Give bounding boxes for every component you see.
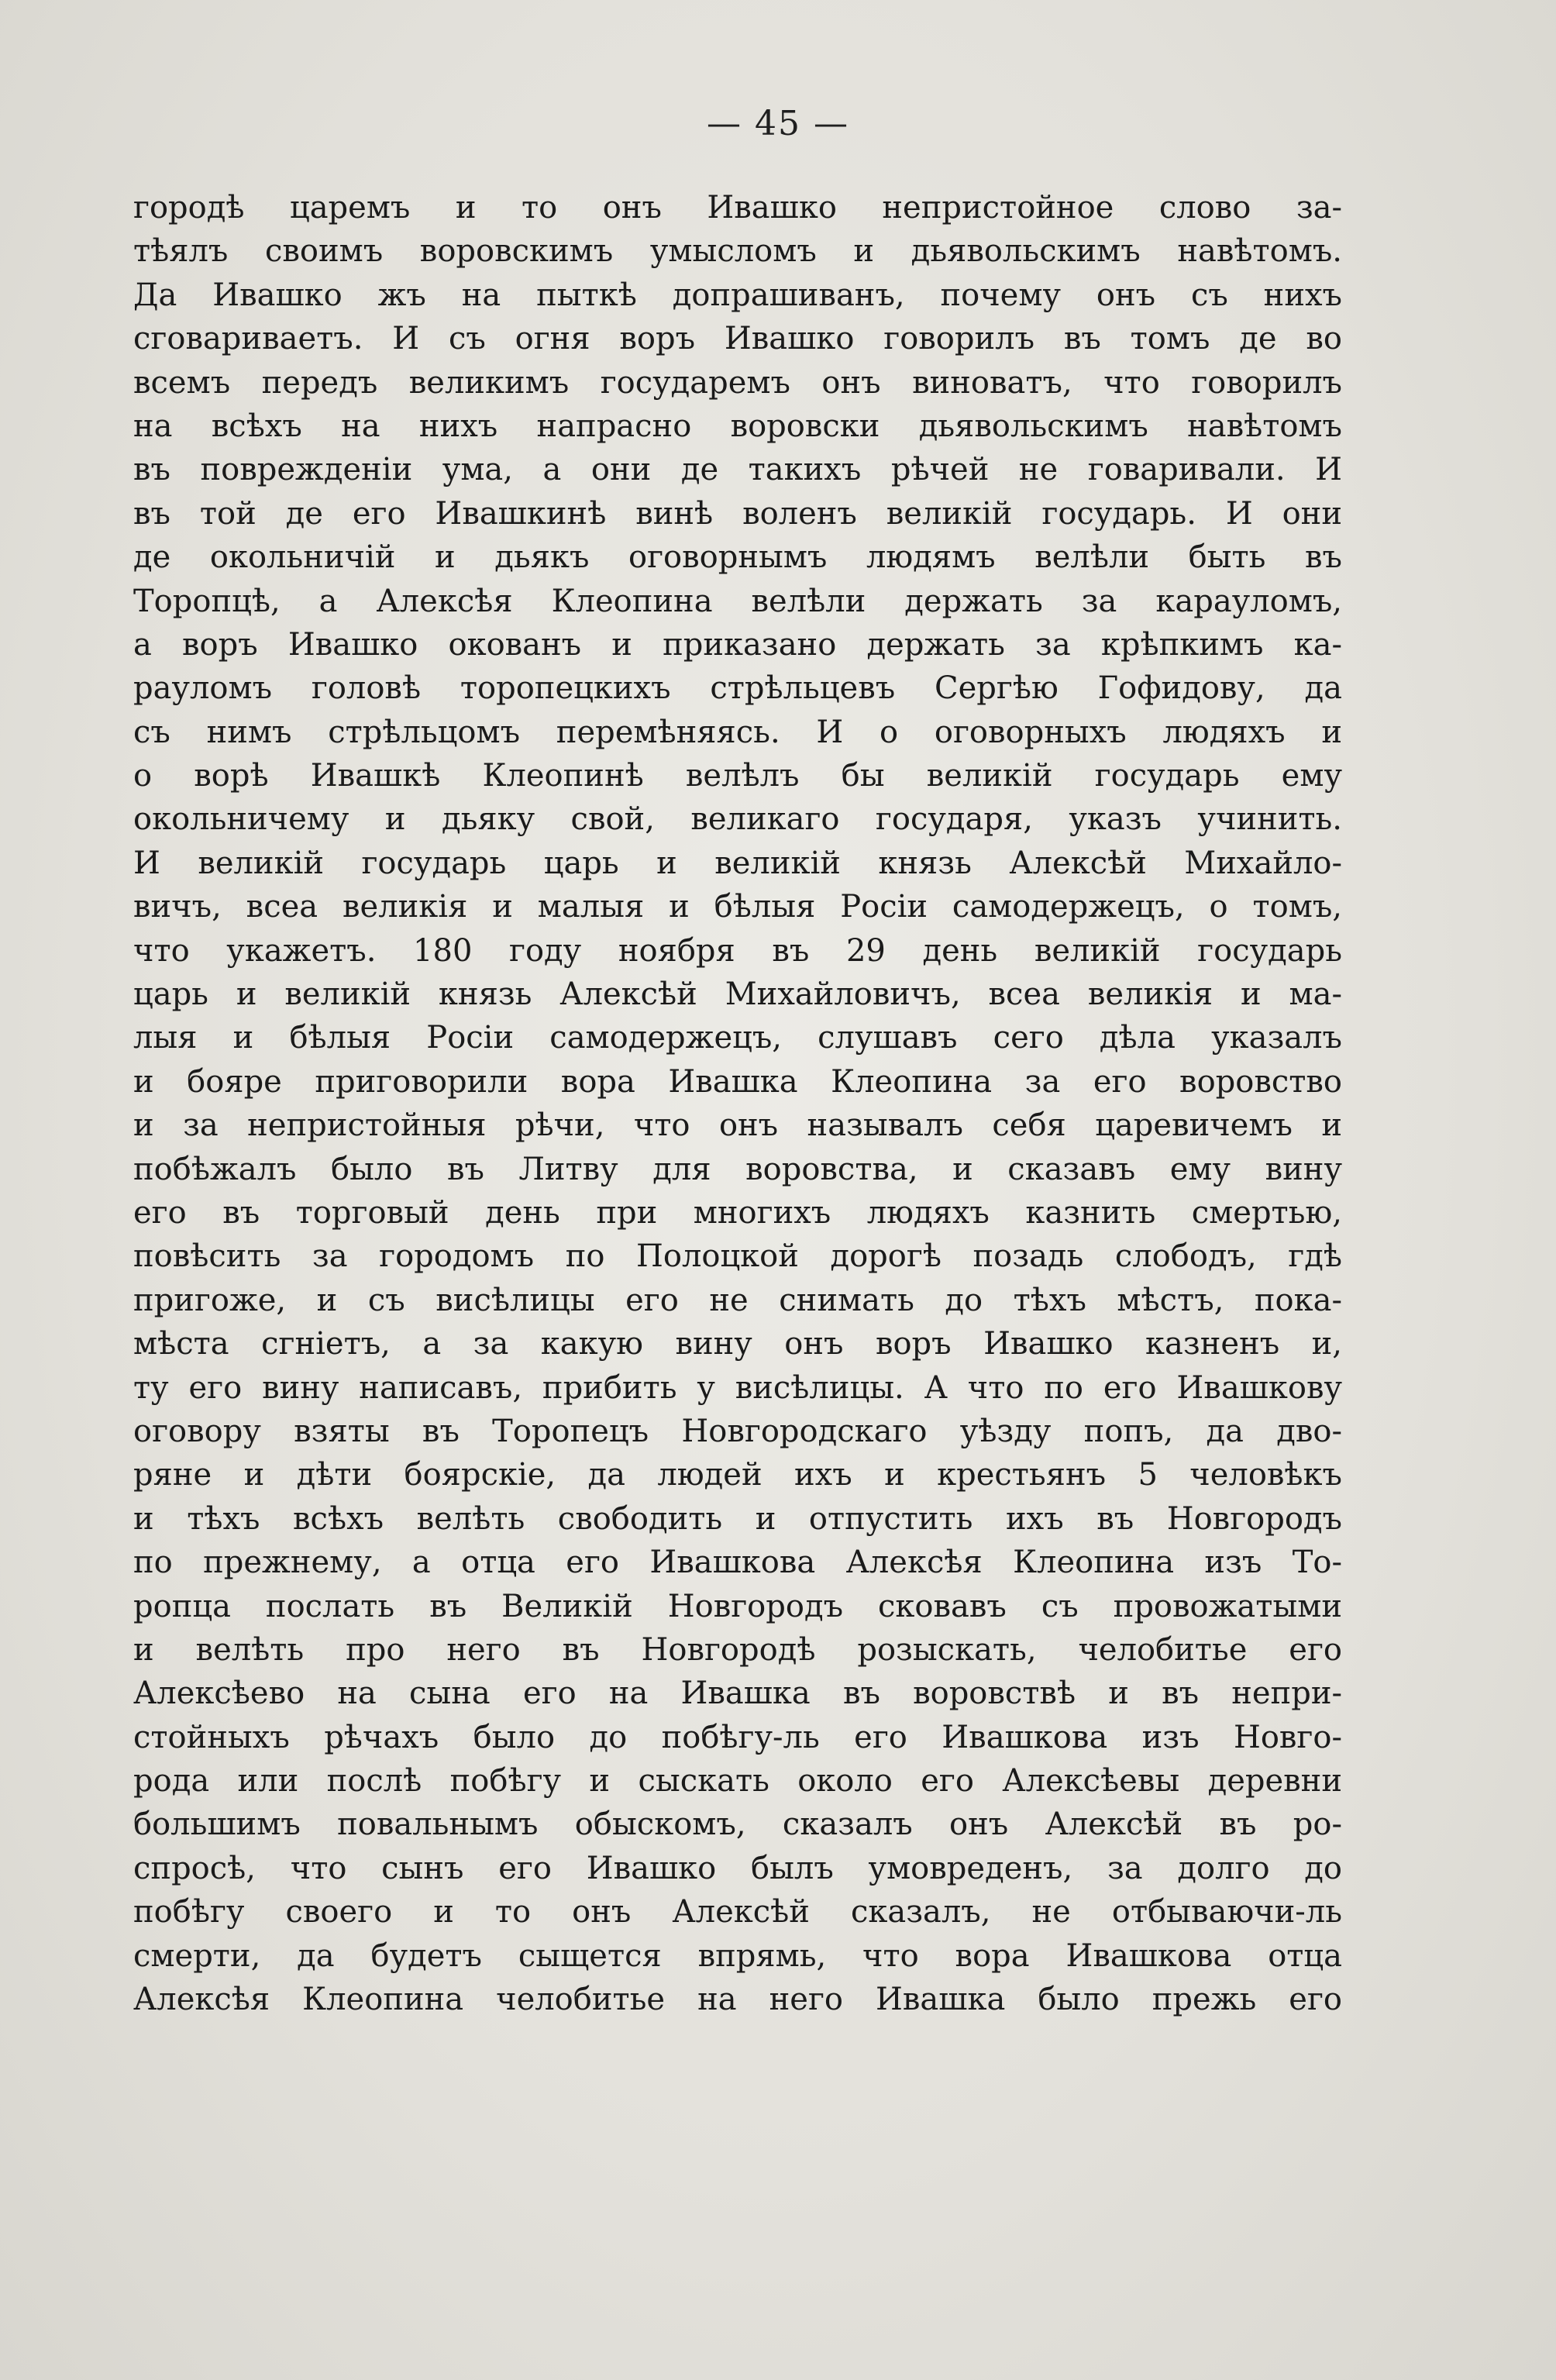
text-line: спросѣ, что сынъ его Ивашко былъ умовреденъ, за долго до	[133, 1850, 1342, 1886]
text-line: Да Ивашко жъ на пыткѣ допрашиванъ, почему онъ съ нихъ	[133, 277, 1342, 313]
text-line: рауломъ головѣ торопецкихъ стрѣльцевъ Сергѣю Гофидову, да	[133, 670, 1342, 707]
text-line: и тѣхъ всѣхъ велѣть свободить и отпустить ихъ въ Новгородъ	[133, 1500, 1342, 1537]
text-line: по прежнему, а отца его Ивашкова Алексѣя Клеопина изъ То-	[133, 1545, 1342, 1581]
text-line: на всѣхъ на нихъ напрасно воровски дьявольскимъ навѣтомъ	[133, 408, 1342, 444]
text-line: и за непристойныя рѣчи, что онъ называлъ себя царевичемъ и	[133, 1107, 1342, 1144]
text-line: съ нимъ стрѣльцомъ перемѣняясь. И о оговорныхъ людяхъ и	[133, 714, 1342, 750]
text-line: побѣгу своего и то онъ Алексѣй сказалъ, не отбываючи-ль	[133, 1894, 1342, 1931]
text-line: побѣжалъ было въ Литву для воровства, и сказавъ ему вину	[133, 1151, 1342, 1187]
text-line: ряне и дѣти боярскіе, да людей ихъ и крестьянъ 5 человѣкъ	[133, 1457, 1342, 1493]
text-line: Алексѣево на сына его на Ивашка въ воровствѣ и въ непри-	[133, 1676, 1342, 1712]
text-line: Торопцѣ, а Алексѣя Клеопина велѣли держать за карауломъ,	[133, 583, 1342, 619]
text-line: Алексѣя Клеопина челобитье на него Ивашка было прежь его	[133, 1982, 1342, 2018]
text-line: а воръ Ивашко окованъ и приказано держать за крѣпкимъ ка-	[133, 626, 1342, 663]
text-line: тѣялъ своимъ воровскимъ умысломъ и дьявольскимъ навѣтомъ.	[133, 233, 1342, 270]
text-line: смерти, да будетъ сыщется впрямь, что вора Ивашкова отца	[133, 1937, 1342, 1974]
text-line: въ поврежденіи ума, а они де такихъ рѣчей не говаривали. И	[133, 452, 1342, 488]
text-line: большимъ повальнымъ обыскомъ, сказалъ онъ Алексѣй въ ро-	[133, 1807, 1342, 1843]
text-line: ропца послать въ Великій Новгородъ сковавъ съ провожатыми	[133, 1588, 1342, 1624]
text-line: оговору взяты въ Торопецъ Новгородскаго уѣзду попъ, да дво-	[133, 1413, 1342, 1449]
text-line: повѣсить за городомъ по Полоцкой дорогѣ позадь слободъ, гдѣ	[133, 1238, 1342, 1275]
text-line: пригоже, и съ висѣлицы его не снимать до тѣхъ мѣстъ, пока-	[133, 1282, 1342, 1318]
text-line: сговариваетъ. И съ огня воръ Ивашко говорилъ въ томъ де во	[133, 321, 1342, 357]
text-line: о ворѣ Ивашкѣ Клеопинѣ велѣлъ бы великій государь ему	[133, 758, 1342, 794]
body-text	[133, 186, 1342, 2021]
text-line: де окольничій и дьякъ оговорнымъ людямъ велѣли быть въ	[133, 539, 1342, 576]
text-line: стойныхъ рѣчахъ было до побѣгу-ль его Ивашкова изъ Новго-	[133, 1719, 1342, 1755]
text-line: окольничему и дьяку свой, великаго государя, указъ учинить.	[133, 801, 1342, 838]
text-line: и бояре приговорили вора Ивашка Клеопина за его воровство	[133, 1063, 1342, 1100]
page-number: — 45 —	[707, 104, 849, 143]
text-line: всемъ передъ великимъ государемъ онъ виноватъ, что говорилъ	[133, 364, 1342, 401]
text-line: что укажетъ. 180 году ноября въ 29 день великій государь	[133, 932, 1342, 969]
text-line: мѣста сгніетъ, а за какую вину онъ воръ Ивашко казненъ и,	[133, 1326, 1342, 1362]
text-line: лыя и бѣлыя Росіи самодержецъ, слушавъ сего дѣла указалъ	[133, 1020, 1342, 1056]
text-line: и велѣть про него въ Новгородѣ розыскать, челобитье его	[133, 1631, 1342, 1668]
text-line: въ той де его Ивашкинѣ винѣ воленъ великій государь. И они	[133, 495, 1342, 532]
text-line: ту его вину написавъ, прибить у висѣлицы. А что по его Ивашкову	[133, 1369, 1342, 1406]
text-line: вичъ, всеа великія и малыя и бѣлыя Росіи самодержецъ, о томъ,	[133, 889, 1342, 925]
text-line: царь и великій князь Алексѣй Михайловичъ, всеа великія и ма-	[133, 976, 1342, 1013]
text-line: рода или послѣ побѣгу и сыскать около его Алексѣевы деревни	[133, 1763, 1342, 1800]
text-line: И великій государь царь и великій князь Алексѣй Михайло-	[133, 845, 1342, 881]
text-line: его въ торговый день при многихъ людяхъ казнить смертью,	[133, 1194, 1342, 1231]
text-line: городѣ царемъ и то онъ Ивашко непристойное слово за-	[133, 190, 1342, 226]
